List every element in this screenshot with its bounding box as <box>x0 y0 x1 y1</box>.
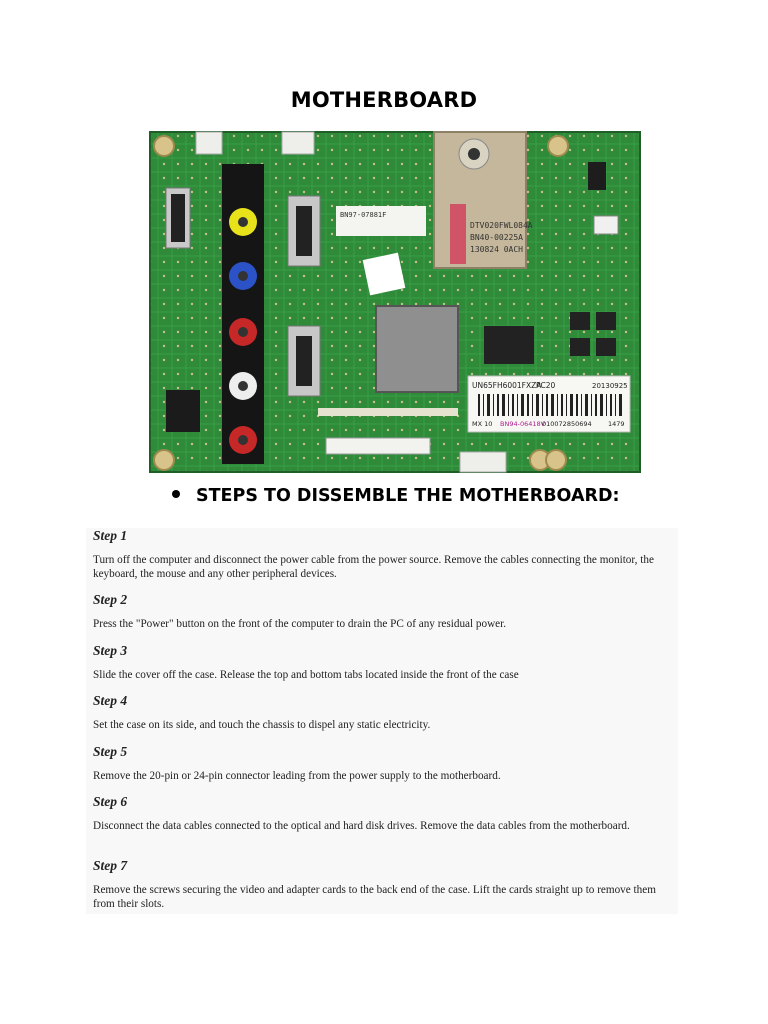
section-heading-text: STEPS TO DISSEMBLE THE MOTHERBOARD: <box>196 486 620 506</box>
step-5 <box>93 744 659 784</box>
step-text: Press the "Power" button on the front of the computer to drain the PC of any residual power. <box>93 618 507 630</box>
step-1 <box>93 528 659 581</box>
step-6 <box>93 794 659 834</box>
step-text: Set the case on its side, and touch the chassis to dispel any static electricity. <box>93 719 431 731</box>
step-title: Step 2 <box>93 592 128 607</box>
steps-list <box>86 528 678 914</box>
step-text: Turn off the computer and disconnect the power cable from the power source. Remove the cables connecting the monitor, the keyboard, the mouse and any other peripheral devices. <box>93 554 654 580</box>
sticker-line2-b: BN94-06418V <box>500 420 546 428</box>
step-4 <box>93 693 659 733</box>
page-title: MOTHERBOARD <box>290 88 478 112</box>
step-title: Step 1 <box>93 528 128 543</box>
step-title: Step 7 <box>93 858 128 873</box>
tuner-label-2: BN40-00225A <box>470 233 523 242</box>
step-2 <box>93 592 659 632</box>
board-part-number: BN97-07881F <box>340 211 387 219</box>
step-7 <box>93 858 659 911</box>
model-sticker-date: 20130925 <box>592 382 628 390</box>
step-title: Step 3 <box>93 643 128 658</box>
step-text: Remove the screws securing the video and adapter cards to the back end of the case. Lift the cards straight up to remove them from their slots. <box>93 884 656 910</box>
sticker-line2-d: 1479 <box>608 420 625 428</box>
step-text: Remove the 20-pin or 24-pin connector leading from the power supply to the motherboard. <box>93 770 501 782</box>
step-title: Step 4 <box>93 693 128 708</box>
step-title: Step 5 <box>93 744 128 759</box>
bullet-icon <box>172 490 180 498</box>
section-heading <box>172 486 692 506</box>
motherboard-photo <box>140 126 646 478</box>
model-sticker-number: UN65FH6001FXZA <box>472 381 542 390</box>
step-3 <box>93 643 659 683</box>
tuner-label-3: 130824 0ACH <box>470 245 523 254</box>
step-text: Disconnect the data cables connected to the optical and hard disk drives. Remove the data cables from the motherboard. <box>93 820 630 832</box>
tuner-label-1: DTV020FWL084A <box>470 221 533 230</box>
step-text: Slide the cover off the case. Release the top and bottom tabs located inside the front of the case <box>93 669 519 681</box>
step-title: Step 6 <box>93 794 128 809</box>
sticker-line2-a: MX 10 <box>472 420 493 428</box>
model-sticker-code: PC20 <box>536 381 556 390</box>
sticker-line2-c: 010072850694 <box>542 420 592 428</box>
